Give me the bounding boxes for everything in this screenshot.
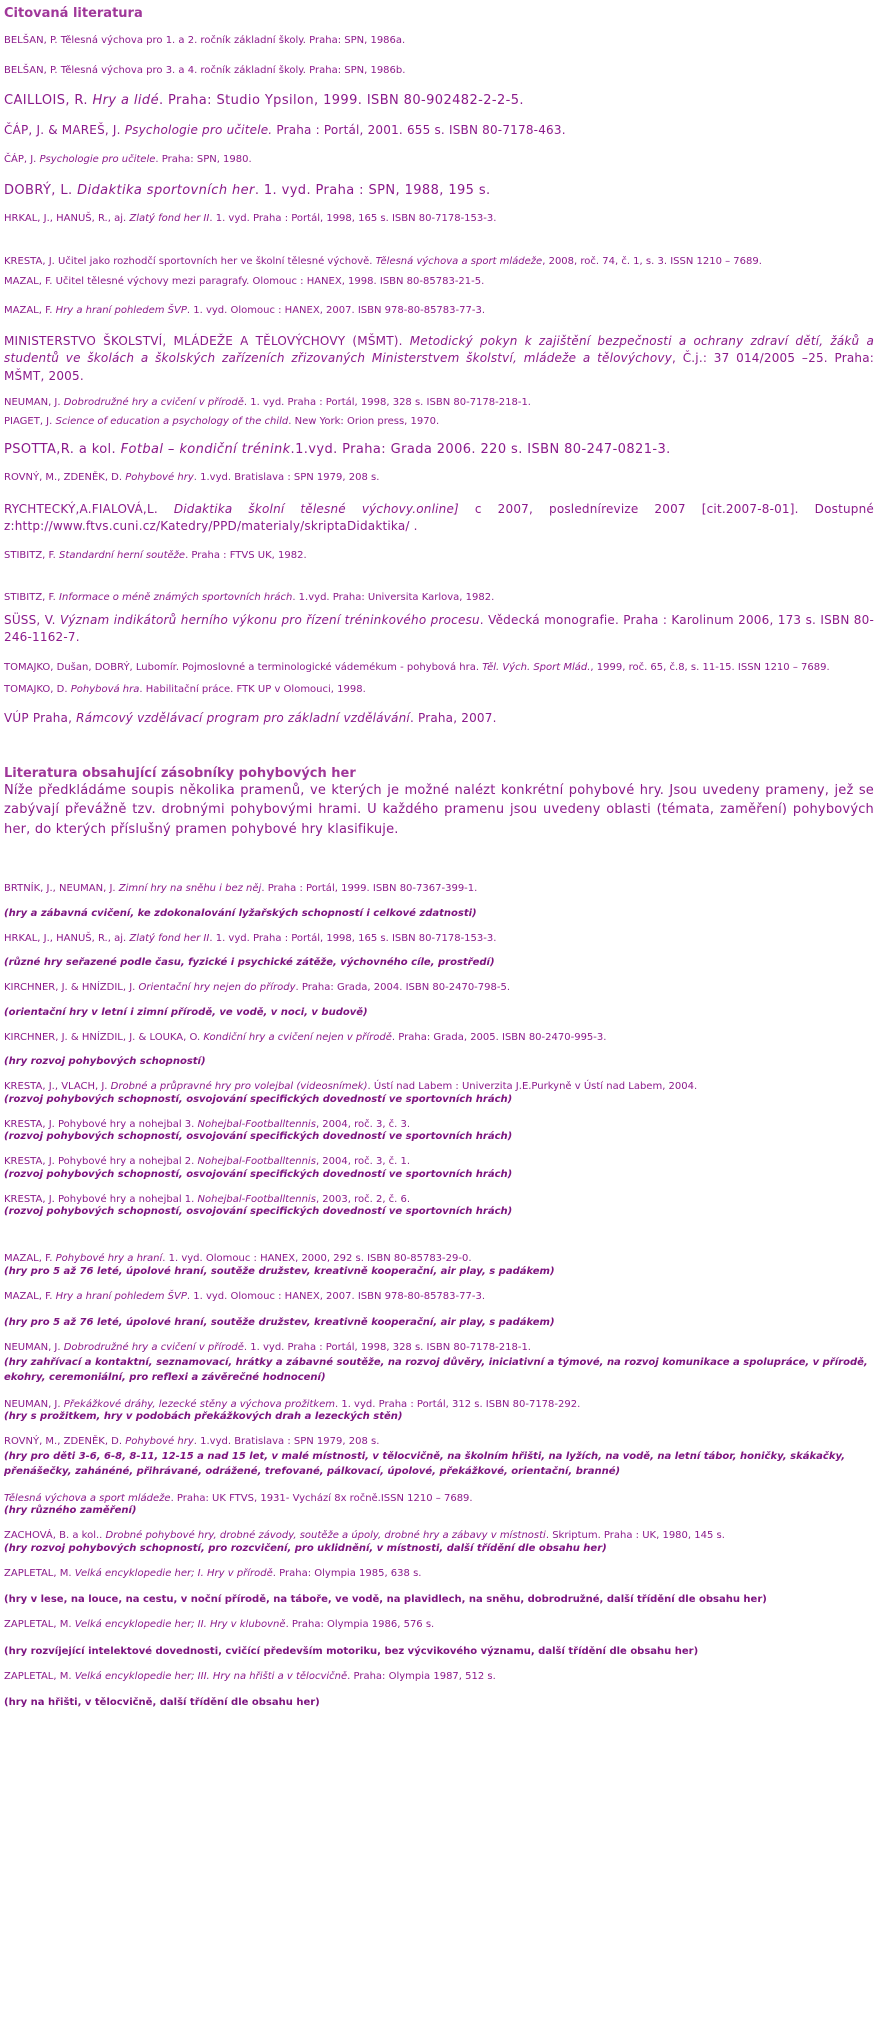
source-citation: NEUMAN, J. Dobrodružné hry a cvičení v přírodě. 1. vyd. Praha : Portál, 1998, 328 s. ISBN 80-7178-218-1. xyxy=(4,1342,531,1354)
cited-ref-16: RYCHTECKÝ,A.FIALOVÁ,L. Didaktika školní tělesné výchovy.online] c 2007, poslednírevize 2007 [cit.2007-8-01]. Dostupné z:http://www.ftvs.cuni.cz/Katedry/PPD/materialy/skriptaDidaktika/ . xyxy=(4,501,874,534)
source-item xyxy=(4,1619,874,1657)
source-citation: KRESTA, J., VLACH, J. Drobné a průpravné hry pro volejbal (videosnímek). Ústí nad Labem : Univerzita J.E.Purkyně v Ústí nad Labem, 2004. xyxy=(4,1081,698,1093)
source-categories: (hry na hřišti, v tělocvičně, další třídění dle obsahu her) xyxy=(4,1697,320,1709)
cited-ref-11: MINISTERSTVO ŠKOLSTVÍ, MLÁDEŽE A TĚLOVÝCHOVY (MŠMT). Metodický pokyn k zajištění bezpečnosti a ochrany zdraví dětí, žáků a studentů ve školách a školských zařízeních zřizovaných Ministerstvem školství, mládeže a tělovýchovy, Č.j.: 37 014/2005 –25. Praha: MŠMT, 2005. xyxy=(4,334,875,383)
cited-ref-1: BELŠAN, P. Tělesná výchova pro 1. a 2. ročník základní školy. Praha: SPN, 1986a. xyxy=(4,35,406,46)
cited-ref-12: NEUMAN, J. Dobrodružné hry a cvičení v přírodě. 1. vyd. Praha : Portál, 1998, 328 s. ISBN 80-7178-218-1. xyxy=(4,397,531,409)
source-categories: (různé hry seřazené podle času, fyzické i psychické zátěže, výchovného cíle, prostředí) xyxy=(4,957,495,969)
source-citation: MAZAL, F. Pohybové hry a hraní. 1. vyd. Olomouc : HANEX, 2000, 292 s. ISBN 80-85783-29-0. xyxy=(4,1253,472,1265)
source-citation: KIRCHNER, J. & HNÍZDIL, J. & LOUKA, O. Kondiční hry a cvičení nejen v přírodě. Praha: Grada, 2005. ISBN 80-2470-995-3. xyxy=(4,1031,607,1043)
source-citation: ZAPLETAL, M. Velká encyklopedie her; I. Hry v přírodě. Praha: Olympia 1985, 638 s. xyxy=(4,1567,422,1579)
source-categories: (rozvoj pohybových schopností, osvojování specifických dovedností ve sportovních hrách) xyxy=(4,1168,513,1180)
cited-ref-4: ČÁP, J. & MAREŠ, J. Psychologie pro učitele. Praha : Portál, 2001. 655 s. ISBN 80-7178-463. xyxy=(4,123,566,138)
source-categories: (rozvoj pohybových schopností, osvojování specifických dovedností ve sportovních hrách) xyxy=(4,1093,513,1105)
source-categories: (hry pro 5 až 76 leté, úpolové hraní, soutěže družstev, kreativně kooperační, air play, s padákem) xyxy=(4,1317,555,1329)
cited-ref-15: ROVNÝ, M., ZDENĚK, D. Pohybové hry. 1.vyd. Bratislava : SPN 1979, 208 s. xyxy=(4,472,380,484)
source-citation: Tělesná výchova a sport mládeže. Praha: UK FTVS, 1931- Vychází 8x ročně.ISSN 1210 – 7689. xyxy=(4,1492,473,1504)
source-citation: ZAPLETAL, M. Velká encyklopedie her; II. Hry v klubovně. Praha: Olympia 1986, 576 s. xyxy=(4,1619,435,1631)
source-citation: NEUMAN, J. Překážkové dráhy, lezecké stěny a výchova prožitkem. 1. vyd. Praha : Portál, 312 s. ISBN 80-7178-292. xyxy=(4,1398,581,1410)
source-item xyxy=(4,1253,874,1277)
section-title-game-sources: Literatura obsahující zásobníky pohybových her xyxy=(4,765,356,781)
source-citation: ZAPLETAL, M. Velká encyklopedie her; III. Hry na hřišti a v tělocvičně. Praha: Olympia 1987, 512 s. xyxy=(4,1670,496,1682)
source-item xyxy=(4,1081,874,1105)
source-categories: (hry pro 5 až 76 leté, úpolové hraní, soutěže družstev, kreativně kooperační, air play, s padákem) xyxy=(4,1265,555,1277)
source-citation: KRESTA, J. Pohybové hry a nohejbal 3. Nohejbal-Footballtennis, 2004, roč. 3, č. 3. xyxy=(4,1118,411,1130)
source-citation: KIRCHNER, J. & HNÍZDIL, J. Orientační hry nejen do přírody. Praha: Grada, 2004. ISBN 80-2470-798-5. xyxy=(4,982,511,994)
cited-ref-17: STIBITZ, F. Standardní herní soutěže. Praha : FTVS UK, 1982. xyxy=(4,549,307,561)
source-item xyxy=(4,883,874,919)
source-categories: (hry v lese, na louce, na cestu, v noční přírodě, na táboře, ve vodě, na plavidlech, na sněhu, dobrodružné, další třídění dle obsahu her) xyxy=(4,1594,767,1606)
source-item xyxy=(4,1194,874,1218)
source-item xyxy=(4,1032,874,1068)
cited-ref-13: PIAGET, J. Science of education a psychology of the child. New York: Orion press, 1970. xyxy=(4,415,440,427)
cited-ref-2: BELŠAN, P. Tělesná výchova pro 3. a 4. ročník základní školy. Praha: SPN, 1986b. xyxy=(4,64,406,76)
cited-ref-20: TOMAJKO, Dušan, DOBRÝ, Lubomír. Pojmoslovné a terminologické vádemékum - pohybová hra. Těl. Vých. Sport Mlád., 1999, roč. 65, č.8, s. 11-15. ISSN 1210 – 7689. xyxy=(4,662,830,674)
cited-ref-6: DOBRÝ, L. Didaktika sportovních her. 1. vyd. Praha : SPN, 1988, 195 s. xyxy=(4,182,491,198)
cited-ref-7: HRKAL, J., HANUŠ, R., aj. Zlatý fond her II. 1. vyd. Praha : Portál, 1998, 165 s. ISBN 80-7178-153-3. xyxy=(4,213,497,224)
source-categories: (rozvoj pohybových schopností, osvojování specifických dovedností ve sportovních hrách) xyxy=(4,1131,513,1143)
section-title-cited: Citovaná literatura xyxy=(4,6,143,21)
source-citation: HRKAL, J., HANUŠ, R., aj. Zlatý fond her II. 1. vyd. Praha : Portál, 1998, 165 s. ISBN 80-7178-153-3. xyxy=(4,932,497,944)
source-item xyxy=(4,1436,874,1479)
cited-ref-19: SÜSS, V. Význam indikátorů herního výkonu pro řízení tréninkového procesu. Vědecká monografie. Praha : Karolinum 2006, 173 s. ISBN 80-246-1162-7. xyxy=(4,612,875,645)
source-item xyxy=(4,933,874,969)
source-citation: ZACHOVÁ, B. a kol.. Drobné pohybové hry, drobné závody, soutěže a úpoly, drobné hry a zábavy v místnosti. Skriptum. Praha : UK, 1980, 145 s. xyxy=(4,1530,725,1542)
source-categories: (hry a zábavná cvičení, ke zdokonalování lyžařských schopností i celkové zdatnosti) xyxy=(4,907,477,919)
section-intro: Níže předkládáme soupis několika pramenů, ve kterých je možné nalézt konkrétní pohybové hry. Jsou uvedeny prameny, jež se zabývají převážně tzv. drobnými pohybovými hrami. U každého pramenu jsou uvedeny oblasti (témata, zaměření) pohybových her, do kterých příslušný pramen pohybové hry klasifikuje. xyxy=(4,782,874,837)
source-item xyxy=(4,1671,874,1709)
source-citation: KRESTA, J. Pohybové hry a nohejbal 2. Nohejbal-Footballtennis, 2004, roč. 3, č. 1. xyxy=(4,1156,411,1168)
cited-ref-18: STIBITZ, F. Informace o méně známých sportovních hrách. 1.vyd. Praha: Universita Karlova, 1982. xyxy=(4,592,495,604)
source-categories: (orientační hry v letní i zimní přírodě, ve vodě, v noci, v budově) xyxy=(4,1006,368,1018)
source-item xyxy=(4,1156,874,1180)
cited-ref-21: TOMAJKO, D. Pohybová hra. Habilitační práce. FTK UP v Olomouci, 1998. xyxy=(4,684,366,696)
cited-ref-14: PSOTTA,R. a kol. Fotbal – kondiční trénink.1.vyd. Praha: Grada 2006. 220 s. ISBN 80-247-0821-3. xyxy=(4,442,671,458)
source-categories: (hry s prožitkem, hry v podobách překážkových drah a lezeckých stěn) xyxy=(4,1411,403,1423)
source-categories: (hry rozvoj pohybových schopností, pro rozcvičení, pro uklidnění, v místnosti, další třídění dle obsahu her) xyxy=(4,1542,607,1554)
cited-ref-5: ČÁP, J. Psychologie pro učitele. Praha: SPN, 1980. xyxy=(4,154,252,166)
cited-ref-3: CAILLOIS, R. Hry a lidé. Praha: Studio Ypsilon, 1999. ISBN 80-902482-2-2-5. xyxy=(4,93,524,108)
source-item xyxy=(4,982,874,1018)
source-citation: MAZAL, F. Hry a hraní pohledem ŠVP. 1. vyd. Olomouc : HANEX, 2007. ISBN 978-80-85783-77-3. xyxy=(4,1290,485,1302)
source-categories: (hry rozvíjející intelektové dovednosti, cvičící především motoriku, bez výcvikového významu, další třídění dle obsahu her) xyxy=(4,1645,699,1657)
source-item xyxy=(4,1568,874,1606)
source-item xyxy=(4,1493,874,1517)
source-citation: KRESTA, J. Pohybové hry a nohejbal 1. Nohejbal-Footballtennis, 2003, roč. 2, č. 6. xyxy=(4,1193,411,1205)
source-categories: (hry různého zaměření) xyxy=(4,1505,137,1517)
source-item xyxy=(4,1342,874,1385)
cited-ref-10: MAZAL, F. Hry a hraní pohledem ŠVP. 1. vyd. Olomouc : HANEX, 2007. ISBN 978-80-85783-77-3. xyxy=(4,304,485,316)
source-item xyxy=(4,1291,874,1329)
cited-ref-22: VÚP Praha, Rámcový vzdělávací program pro základní vzdělávání. Praha, 2007. xyxy=(4,710,497,725)
source-categories: (rozvoj pohybových schopností, osvojování specifických dovedností ve sportovních hrách) xyxy=(4,1206,513,1218)
source-item xyxy=(4,1530,874,1554)
source-categories: (hry zahřívací a kontaktní, seznamovací, hrátky a zábavné soutěže, na rozvoj důvěry, iniciativní a týmové, na rozvoj komunikace a spolupráce, v přírodě, ekohry, ceremoniální, pro reflexi a závěrečné hodnocení) xyxy=(4,1356,868,1383)
cited-ref-8: KRESTA, J. Učitel jako rozhodčí sportovních her ve školní tělesné výchově. Tělesná výchova a sport mládeže, 2008, roč. 74, č. 1, s. 3. ISSN 1210 – 7689. xyxy=(4,255,762,267)
source-item xyxy=(4,1399,874,1423)
cited-ref-9: MAZAL, F. Učitel tělesné výchovy mezi paragrafy. Olomouc : HANEX, 1998. ISBN 80-85783-21-5. xyxy=(4,276,485,287)
source-citation: BRTNÍK, J., NEUMAN, J. Zimní hry na sněhu i bez něj. Praha : Portál, 1999. ISBN 80-7367-399-1. xyxy=(4,883,478,895)
source-citation: ROVNÝ, M., ZDENĚK, D. Pohybové hry. 1.vyd. Bratislava : SPN 1979, 208 s. xyxy=(4,1436,380,1448)
source-item xyxy=(4,1119,874,1143)
source-categories: (hry pro děti 3-6, 6-8, 8-11, 12-15 a nad 15 let, v malé místnosti, v tělocvičně, na školním hřišti, na lyžích, na vodě, na letní tábor, honičky, skákačky, přenášečky, zahánéné, přihrávané, odrážené, trefované, pálkovací, úpolové, překážkové, orientační, branné) xyxy=(4,1450,846,1477)
source-categories: (hry rozvoj pohybových schopností) xyxy=(4,1056,206,1068)
